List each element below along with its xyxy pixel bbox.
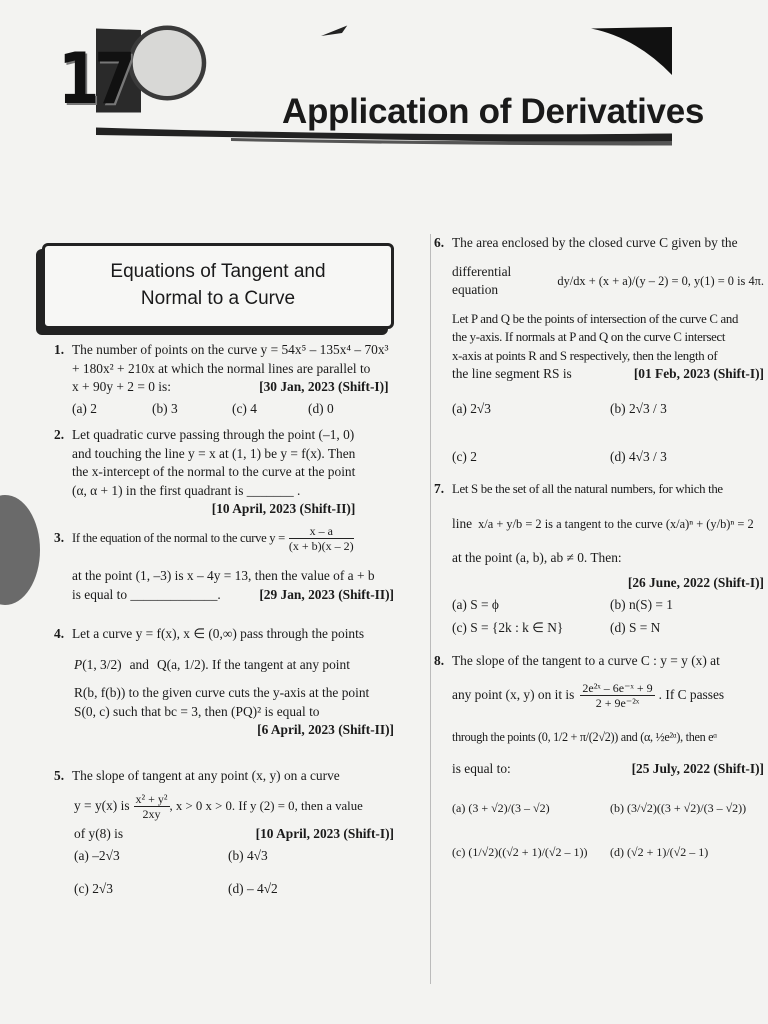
option-b[interactable]: (b) 2√3 / 3: [610, 400, 667, 416]
option-a[interactable]: (a) 2√3: [452, 400, 491, 416]
question-text: at the point (a, b), ab ≠ 0. Then:: [452, 550, 622, 565]
options-row: [434, 619, 764, 638]
option-b[interactable]: (b) n(S) = 1: [610, 597, 673, 612]
question-text: of y(8) is: [74, 825, 124, 841]
exam-reference: [6 April, 2023 (Shift-II)]: [257, 722, 394, 737]
fraction: $\frac{\text{2e²ˣ – 6e⁻ˣ + 9}}{\text{2 + 9e⁻²ˣ}}$: [582, 680, 653, 710]
options-row: [54, 880, 394, 899]
chapter-title: Application of Derivatives: [282, 92, 705, 131]
options-row: [434, 799, 764, 818]
question-number: 1.: [54, 342, 65, 357]
exam-reference: [10 April, 2023 (Shift-II)]: [211, 501, 356, 516]
question-text: If the equation of the normal to the curve y =: [72, 531, 285, 546]
option-c[interactable]: (c) (1/√2)((√2 + 1)/(√2 – 1)): [452, 845, 588, 859]
options-row: [434, 843, 764, 862]
differential-equation: dy/dx + (x + a)/(y – 2) = 0, y(1) = 0 is 4π.: [557, 273, 764, 288]
option-a[interactable]: (a) –2√3: [74, 848, 120, 863]
option-a[interactable]: (a) 2: [72, 400, 97, 416]
question-number: 7.: [434, 481, 445, 496]
question-number: 3.: [54, 530, 65, 546]
exam-reference: [26 June, 2022 (Shift-I)]: [627, 574, 764, 590]
question-text: The area enclosed by the closed curve C given by the: [452, 235, 738, 250]
question-8: 8. The slope of the tangent to a curve C : y = y (x) at any point (x, y) on it is $\frac{\text{2e²ˣ – 6e⁻ˣ + 9}}{\text{2 + 9e⁻²ˣ}}$ . If C passes through the points (0, 1/2 + π/(2√2)) and (α, ½e²ᵅ), then eᵅ is equal to: [25 July, 2022 (Shift-I)] (a) (3 + √2)/(3 – √2) (b) (3/√2)((3 + √2)/(3 – √2)) (c) (1/√2)((√2 + 1)/(√2 – 1)) (d) (√2 + 1)/(√2 – 1): [434, 652, 764, 862]
fraction: $\frac{\text{x² + y²}}{2xy}$: [135, 791, 168, 821]
question-text: x-axis at points R and S respectively, then the length of: [452, 348, 718, 363]
section-title: Equations of Tangent and Normal to a Curve: [110, 261, 326, 309]
question-5: 5. The slope of tangent at any point (x, y) on a curve y = y(x) is $\frac{\text{x² + y²}}{2xy}$ , x > 0 x > 0. If y (2) = 0, then a value of y(8) is [10 April, 2023 (Shift-I)] (a) –2√3 (b) 4√3 (c) 2√3 (d) – 4√2: [54, 767, 394, 898]
option-d[interactable]: (d) – 4√2: [228, 880, 278, 896]
question-text: Let a curve y = f(x), x ∈ (0,∞) pass through the points: [72, 626, 365, 641]
column-divider: [430, 234, 431, 984]
question-number: 4.: [54, 626, 65, 641]
question-7: 7. Let S be the set of all the natural numbers, for which the line x/a + y/b = 2 is a tangent to the curve (x/a)ⁿ + (y/b)ⁿ = 2 at the point (a, b), ab ≠ 0. Then: [26 June, 2022 (Shift-I)] (a) S = ϕ (b) n(S) = 1 (c) S = {2k : k ∈ N} (d) S = N: [434, 480, 764, 637]
fraction: $\frac{x - a}{(x + b)(x - 2)}$: [288, 524, 354, 553]
option-d[interactable]: (d) 0: [308, 400, 334, 416]
question-text: the line segment RS is: [452, 366, 572, 381]
point-p: (1, 3/2): [82, 656, 122, 672]
question-1: [54, 341, 394, 418]
question-text: Let quadratic curve passing through the point (–1, 0): [72, 427, 355, 442]
exam-reference: [30 Jan, 2023 (Shift-I)]: [259, 379, 389, 394]
question-number: 8.: [434, 653, 445, 668]
option-d[interactable]: (d) (√2 + 1)/(√2 – 1): [610, 845, 709, 859]
question-2: [54, 426, 394, 519]
options-row: [54, 847, 394, 866]
option-c[interactable]: (c) 4: [232, 400, 257, 416]
question-number: 6.: [434, 235, 445, 250]
question-text: and touching the line y = x at (1, 1) be y = f(x). Then: [72, 445, 356, 461]
options-row: [434, 400, 764, 419]
question-text: through the points (0, 1/2 + π/(2√2)) and (α, ½e²ᵅ), then eᵅ: [452, 729, 717, 744]
question-text: the y-axis. If normals at P and Q on the curve C intersect: [452, 330, 726, 344]
point-q: Q(a, 1/2): [156, 656, 206, 672]
exam-reference: [10 April, 2023 (Shift-I)]: [255, 825, 394, 841]
curve-equation: x/a + y/b = 2 is a tangent to the curve (x/a)ⁿ + (y/b)ⁿ = 2: [478, 516, 754, 531]
question-text: at the point (1, –3) is x – 4y = 13, then the value of a + b: [72, 568, 375, 583]
section-title-box: [42, 243, 394, 329]
option-b[interactable]: (b) 4√3: [228, 848, 268, 863]
chapter-number: 17: [58, 38, 131, 120]
option-c[interactable]: (c) 2: [452, 449, 477, 464]
option-d[interactable]: (d) S = N: [610, 619, 661, 635]
question-3: [54, 524, 394, 604]
option-c[interactable]: (c) 2√3: [74, 880, 113, 896]
question-text: The slope of the tangent to a curve C : y = y (x) at: [452, 653, 720, 668]
option-d[interactable]: (d) 4√3 / 3: [610, 449, 667, 464]
question-text: + 180x² + 210x at which the normal lines are parallel to: [72, 360, 371, 376]
option-a[interactable]: (a) (3 + √2)/(3 – √2): [452, 800, 550, 815]
option-a[interactable]: (a) S = ϕ: [452, 597, 499, 612]
question-text: is equal to:: [452, 761, 511, 776]
question-text: The slope of tangent at any point (x, y) on a curve: [72, 768, 340, 783]
option-b[interactable]: (b) (3/√2)((3 + √2)/(3 – √2)): [610, 800, 747, 815]
question-text: Let P and Q be the points of intersection of the curve C and: [452, 311, 739, 326]
option-c[interactable]: (c) S = {2k : k ∈ N}: [452, 619, 564, 635]
question-text: x + 90y + 2 = 0 is:: [72, 379, 171, 394]
question-text: the x-intercept of the normal to the curve at the point: [72, 464, 356, 479]
question-number: 5.: [54, 768, 65, 783]
exam-reference: [25 July, 2022 (Shift-I)]: [631, 761, 764, 776]
question-4: 4. Let a curve y = f(x), x ∈ (0,∞) pass through the points P (1, 3/2) and Q(a, 1/2) . If the tangent at any point R(b, f(b)) to the given curve cuts the y-axis at the point S(0, c) such that bc = 3, then (PQ)² is equal to [6 April, 2023 (Shift-II)]: [54, 625, 394, 740]
question-text: R(b, f(b)) to the given curve cuts the y-axis at the point: [74, 685, 370, 700]
exam-reference: [01 Feb, 2023 (Shift-I)]: [633, 366, 764, 381]
question-6: 6. The area enclosed by the closed curve C given by the differential equation dy/dx + (x + a)/(y – 2) = 0, y(1) = 0 is 4π. Let P and Q be the points of intersection of the curve C and the y-axis. If normals at P and Q on the curve C intersect x-axis at points R and S respectively, then the length of the line segment RS is [01 Feb, 2023 (Shift-I)] (a) 2√3 (b) 2√3 / 3 (c) 2 (d) 4√3 / 3: [434, 234, 764, 467]
question-number: 2.: [54, 427, 65, 442]
option-b[interactable]: (b) 3: [152, 400, 178, 416]
question-text: The number of points on the curve y = 54x⁵ – 135x⁴ – 70x³: [72, 342, 389, 357]
question-text: is equal to _____________.: [72, 586, 221, 602]
options-row: [434, 448, 764, 467]
question-text: Let S be the set of all the natural numbers, for which the: [452, 482, 723, 496]
question-text: (α, α + 1) in the first quadrant is _______ .: [72, 482, 301, 498]
binder-hole-shadow: [0, 495, 40, 605]
question-text: S(0, c) such that bc = 3, then (PQ)² is equal to: [74, 703, 320, 719]
exam-reference: [29 Jan, 2023 (Shift-II)]: [259, 586, 394, 602]
options-row: [72, 400, 389, 419]
options-row: [434, 596, 764, 615]
